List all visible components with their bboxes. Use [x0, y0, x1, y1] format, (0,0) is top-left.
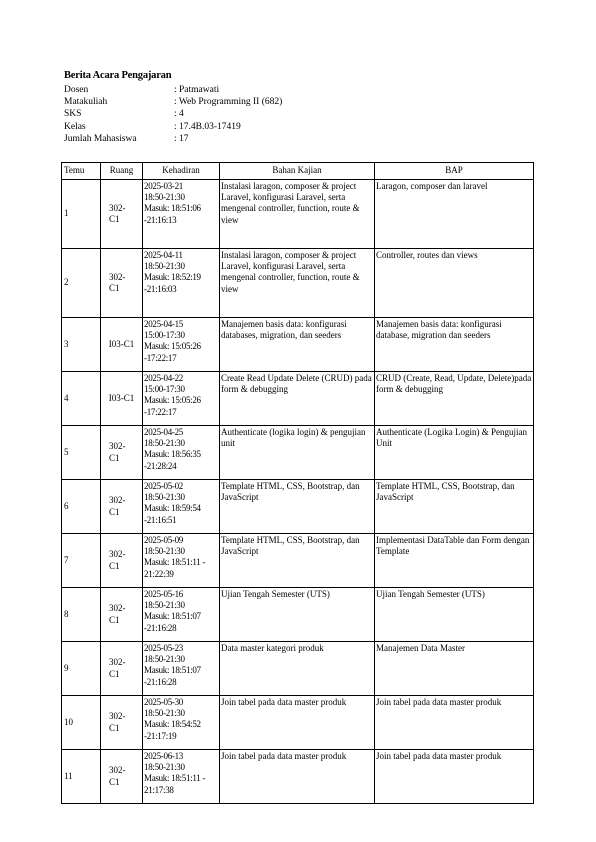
cell-temu: 8	[62, 588, 101, 642]
table-row	[62, 480, 534, 534]
cell-bap: CRUD (Create, Read, Update, Delete)pada form & debugging	[375, 372, 534, 426]
table-row	[62, 642, 534, 696]
cell-temu: 6	[62, 480, 101, 534]
info-label: Matakuliah	[64, 97, 108, 108]
cell-bap: Template HTML, CSS, Bootstrap, dan JavaScript	[375, 480, 534, 534]
cell-kehadiran: 2025-04-22 15:00-17:30 Masuk: 15:05:26 -17:22:17	[143, 372, 220, 426]
cell-bahan-kajian: Join tabel pada data master produk	[220, 750, 375, 804]
table-row	[62, 249, 534, 318]
info-label: Jumlah Mahasiswa	[64, 133, 137, 144]
table-row	[62, 534, 534, 588]
document-title: Berita Acara Pengajaran	[64, 70, 172, 81]
cell-kehadiran: 2025-05-30 18:50-21:30 Masuk: 18:54:52 -21:17:19	[143, 696, 220, 750]
cell-kehadiran: 2025-04-15 15:00-17:30 Masuk: 15:05:26 -17:22:17	[143, 318, 220, 372]
cell-bahan-kajian: Template HTML, CSS, Bootstrap, dan JavaScript	[220, 534, 375, 588]
cell-kehadiran: 2025-06-13 18:50-21:30 Masuk: 18:51:11 - 21:17:38	[143, 750, 220, 804]
cell-bahan-kajian: Ujian Tengah Semester (UTS)	[220, 588, 375, 642]
cell-temu: 1	[62, 180, 101, 249]
attendance-table-wrap	[61, 162, 533, 804]
cell-bap: Join tabel pada data master produk	[375, 750, 534, 804]
cell-ruang: 302- C1	[101, 696, 143, 750]
cell-temu: 3	[62, 318, 101, 372]
cell-bap: Manajemen Data Master	[375, 642, 534, 696]
info-row-kelas	[64, 121, 282, 133]
table-row	[62, 426, 534, 480]
header-bap: BAP	[375, 163, 534, 180]
cell-bahan-kajian: Instalasi laragon, composer & project Laravel, konfigurasi Laravel, serta mengenal controller, function, route & view	[220, 180, 375, 249]
cell-ruang: 302- C1	[101, 180, 143, 249]
cell-temu: 9	[62, 642, 101, 696]
info-row-jumlah-mahasiswa	[64, 133, 282, 145]
table-row	[62, 588, 534, 642]
info-row-matakuliah	[64, 96, 282, 108]
table-row	[62, 180, 534, 249]
cell-ruang: 302- C1	[101, 588, 143, 642]
info-value: : 17.4B.03-17419	[174, 121, 241, 132]
info-label: Dosen	[64, 85, 89, 95]
cell-kehadiran: 2025-05-23 18:50-21:30 Masuk: 18:51:07 -21:16:28	[143, 642, 220, 696]
cell-bap: Ujian Tengah Semester (UTS)	[375, 588, 534, 642]
cell-ruang: 302- C1	[101, 480, 143, 534]
cell-bap: Join tabel pada data master produk	[375, 696, 534, 750]
cell-bahan-kajian: Instalasi laragon, composer & project Laravel, konfigurasi Laravel, serta mengenal controller, function, route & view	[220, 249, 375, 318]
cell-temu: 4	[62, 372, 101, 426]
info-value: : 17	[174, 133, 189, 144]
cell-temu: 2	[62, 249, 101, 318]
cell-bahan-kajian: Data master kategori produk	[220, 642, 375, 696]
cell-bahan-kajian: Join tabel pada data master produk	[220, 696, 375, 750]
cell-bahan-kajian: Template HTML, CSS, Bootstrap, dan JavaScript	[220, 480, 375, 534]
info-value: : Web Programming II (682)	[174, 97, 283, 108]
cell-bap: Authenticate (Logika Login) & Pengujian Unit	[375, 426, 534, 480]
header-bahan-kajian: Bahan Kajian	[220, 163, 375, 180]
cell-kehadiran: 2025-05-16 18:50-21:30 Masuk: 18:51:07 -21:16:28	[143, 588, 220, 642]
cell-bap: Manajemen basis data: konfigurasi database, migration dan seeders	[375, 318, 534, 372]
cell-bap: Implementasi DataTable dan Form dengan Template	[375, 534, 534, 588]
cell-ruang: 302- C1	[101, 534, 143, 588]
cell-temu: 5	[62, 426, 101, 480]
cell-kehadiran: 2025-03-21 18:50-21:30 Masuk: 18:51:06 -21:16:13	[143, 180, 220, 249]
cell-kehadiran: 2025-05-09 18:50-21:30 Masuk: 18:51:11 - 21:22:39	[143, 534, 220, 588]
table-row	[62, 696, 534, 750]
info-label: SKS	[64, 109, 82, 120]
info-value: : Patmawati	[174, 85, 220, 95]
cell-bap: Laragon, composer dan laravel	[375, 180, 534, 249]
info-block	[64, 84, 282, 145]
header-ruang: Ruang	[101, 163, 143, 180]
info-label: Kelas	[64, 121, 86, 132]
header-temu: Temu	[62, 163, 101, 180]
cell-bahan-kajian: Authenticate (logika login) & pengujian unit	[220, 426, 375, 480]
cell-ruang: 302- C1	[101, 642, 143, 696]
cell-ruang: 302- C1	[101, 426, 143, 480]
cell-temu: 11	[62, 750, 101, 804]
cell-temu: 10	[62, 696, 101, 750]
table-row	[62, 750, 534, 804]
attendance-table	[61, 162, 534, 804]
table-row	[62, 318, 534, 372]
cell-kehadiran: 2025-05-02 18:50-21:30 Masuk: 18:59:54 -21:16:51	[143, 480, 220, 534]
cell-bap: Controller, routes dan views	[375, 249, 534, 318]
cell-ruang: 302- C1	[101, 249, 143, 318]
info-row-sks	[64, 108, 282, 120]
header-kehadiran: Kehadiran	[143, 163, 220, 180]
info-value: : 4	[174, 109, 184, 120]
cell-bahan-kajian: Create Read Update Delete (CRUD) pada form & debugging	[220, 372, 375, 426]
cell-ruang: 302- C1	[101, 750, 143, 804]
cell-ruang: I03-C1	[101, 318, 143, 372]
table-row	[62, 372, 534, 426]
cell-bahan-kajian: Manajemen basis data: konfigurasi databases, migration, dan seeders	[220, 318, 375, 372]
table-header-row	[62, 163, 534, 180]
cell-ruang: I03-C1	[101, 372, 143, 426]
cell-kehadiran: 2025-04-25 18:50-21:30 Masuk: 18:56:35 -21:28:24	[143, 426, 220, 480]
cell-kehadiran: 2025-04-11 18:50-21:30 Masuk: 18:52:19 -21:16:03	[143, 249, 220, 318]
cell-temu: 7	[62, 534, 101, 588]
table-body	[62, 180, 534, 804]
info-row-dosen	[64, 84, 282, 96]
